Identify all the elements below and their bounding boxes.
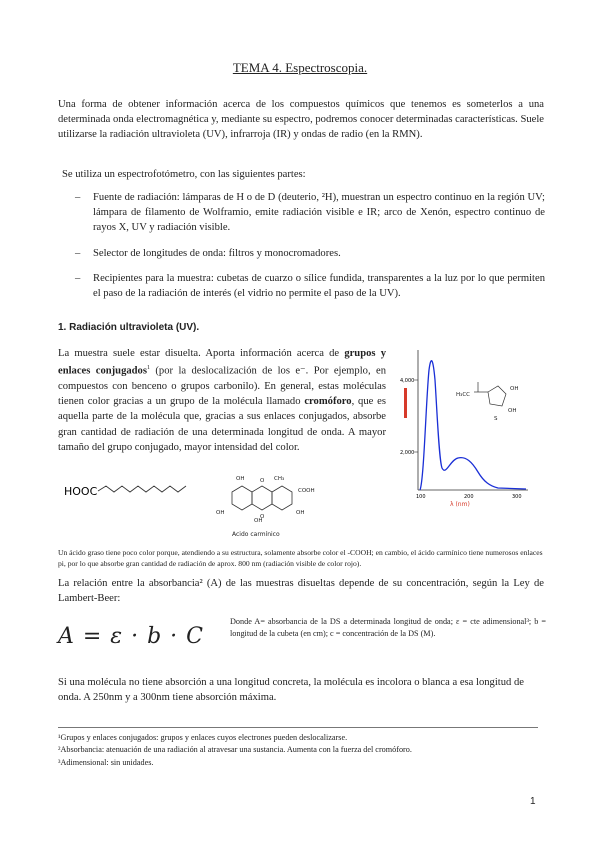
group-label: O [260, 514, 265, 520]
list-item-text: Selector de longitudes de onda: filtros y monocromadores. [93, 247, 341, 259]
fatty-acid-label: HOOC [64, 485, 98, 498]
list-item [75, 246, 545, 261]
footnote: ³Adimensional: sin unidades. [58, 757, 154, 767]
parts-list [75, 190, 545, 311]
closing-paragraph: Si una molécula no tiene absorción a una longitud concreta, la molécula es incolora o blanca a esa longitud de onda. A 250nm y a 300nm tiene absorción máxima. [58, 677, 524, 704]
molecule-label: S [494, 416, 498, 422]
carminic-caption-label: Acido carmínico [232, 531, 280, 538]
lambert-beer-formula: A = ε · b · C [58, 624, 204, 649]
molecule-label: OH [510, 386, 519, 392]
footnote-ref: 1 [146, 365, 150, 372]
figure-caption: Un ácido graso tiene poco color porque, atendiendo a su estructura, solamente absorbe color el -COOH; en cambio, el ácido carmínico tiene numerosos enlaces pi, por lo que absorbe gran cantidad de radiación de aprox. 800 nm (radiación visible de color rojo). [58, 548, 543, 568]
group-label: OH [236, 476, 245, 482]
intro-paragraph: Una forma de obtener información acerca de los compuestos químicos que tenemos es someterlos a una determinada onda electromagnética y, mediante su espectro, podremos conocer determinadas características. Suele utilizarse la radiación ultravioleta (UV), infrarroja (IR) y ondas de radio (en la RMN). [58, 99, 544, 141]
y-tick-label: 4,000 [400, 378, 415, 384]
footnote: ²Absorbancia: atenuación de una radiación al atravesar una sustancia. Aumenta con la fuerza del cromóforo. [58, 745, 412, 755]
page-title: TEMA 4. Espectroscopia. [232, 60, 368, 75]
x-tick-label: 100 [416, 494, 426, 500]
footnote: ¹Grupos y enlaces conjugados: grupos y enlaces cuyos electrones pueden deslocalizarse. [58, 733, 348, 742]
group-label: CH₃ [274, 476, 285, 482]
x-tick-label: 300 [512, 494, 522, 500]
uv-text-b: (por la deslocalización de los e⁻. Por ejemplo, en compuestos con benceno o grupos carbonilo). En general, estas moléculas tienen color gracias a un grupo de la molécula llamado [58, 365, 386, 408]
anthraquinone-rings-icon [232, 486, 292, 510]
lambert-intro: La relación entre la absorbancia² (A) de las muestras disueltas depende de su concentración, según la Ley de Lambert-Beer: [58, 578, 544, 605]
group-label: OH [254, 518, 263, 524]
molecule-label: OH [508, 408, 517, 414]
thiophene-ring-icon [488, 386, 506, 406]
carbon-chain-icon [98, 486, 186, 492]
list-dash: – [75, 192, 81, 203]
molecule-label: H₃CC [456, 392, 471, 398]
group-label: OH [296, 510, 305, 516]
list-item [75, 190, 545, 236]
section-heading: 1. Radiación ultravioleta (UV). [58, 322, 200, 333]
uv-text-c: , que es aquella parte de la molécula que, gracias a sus enlaces conjugados, absorbe gran cantidad de radiación de una determinada longitud de onda. A mayor tamaño del grupo conjugado, mayor intensidad del color. [58, 396, 386, 453]
spectrum-line [420, 361, 526, 490]
y-axis-marker [404, 388, 407, 418]
fatty-acid-structure [62, 478, 192, 502]
list-item-text: Recipientes para la muestra: cubetas de cuarzo o sílice fundida, transparentes a la luz por lo que permiten el paso de la radiación de interés (el vidrio no permite el paso de la UV). [93, 272, 545, 300]
uses-line: Se utiliza un espectrofotómetro, con las siguientes partes: [62, 169, 306, 180]
footnote-divider [58, 727, 538, 728]
group-label: O [260, 478, 265, 484]
uv-paragraph [58, 346, 386, 455]
carminic-acid-structure [212, 470, 342, 542]
x-tick-label: 200 [464, 494, 474, 500]
y-tick-label: 2,000 [400, 450, 415, 456]
x-axis-label: λ (nm) [450, 501, 470, 508]
list-item-text: Fuente de radiación: lámparas de H o de D (deuterio, ²H), muestran un espectro continuo en la región UV; lámpara de filamento de Wolframio, emite radiación visible e IR; arco de Xenón, espectro continuo de rayos X, UV y radiación visible. [93, 192, 545, 234]
uv-spectrum-figure [398, 340, 538, 508]
group-label: OH [216, 510, 225, 516]
list-dash: – [75, 272, 81, 284]
uv-bold-cromoforo: cromóforo [304, 396, 352, 408]
uv-text-a: La muestra suele estar disuelta. Aporta información acerca de [58, 348, 345, 359]
uv-bold-conjugados: grupos y enlaces conjugados [58, 348, 386, 377]
list-item [75, 271, 545, 301]
list-dash: – [75, 247, 81, 259]
group-label: COOH [298, 488, 315, 494]
formula-description: Donde A= absorbancia de la DS a determinada longitud de onda; ε = cte adimensional³; b = longitud de la cubeta (en cm); c = concentración de la DS (M). [230, 617, 546, 639]
page-number: 1 [530, 796, 536, 807]
footnotes [58, 732, 544, 769]
